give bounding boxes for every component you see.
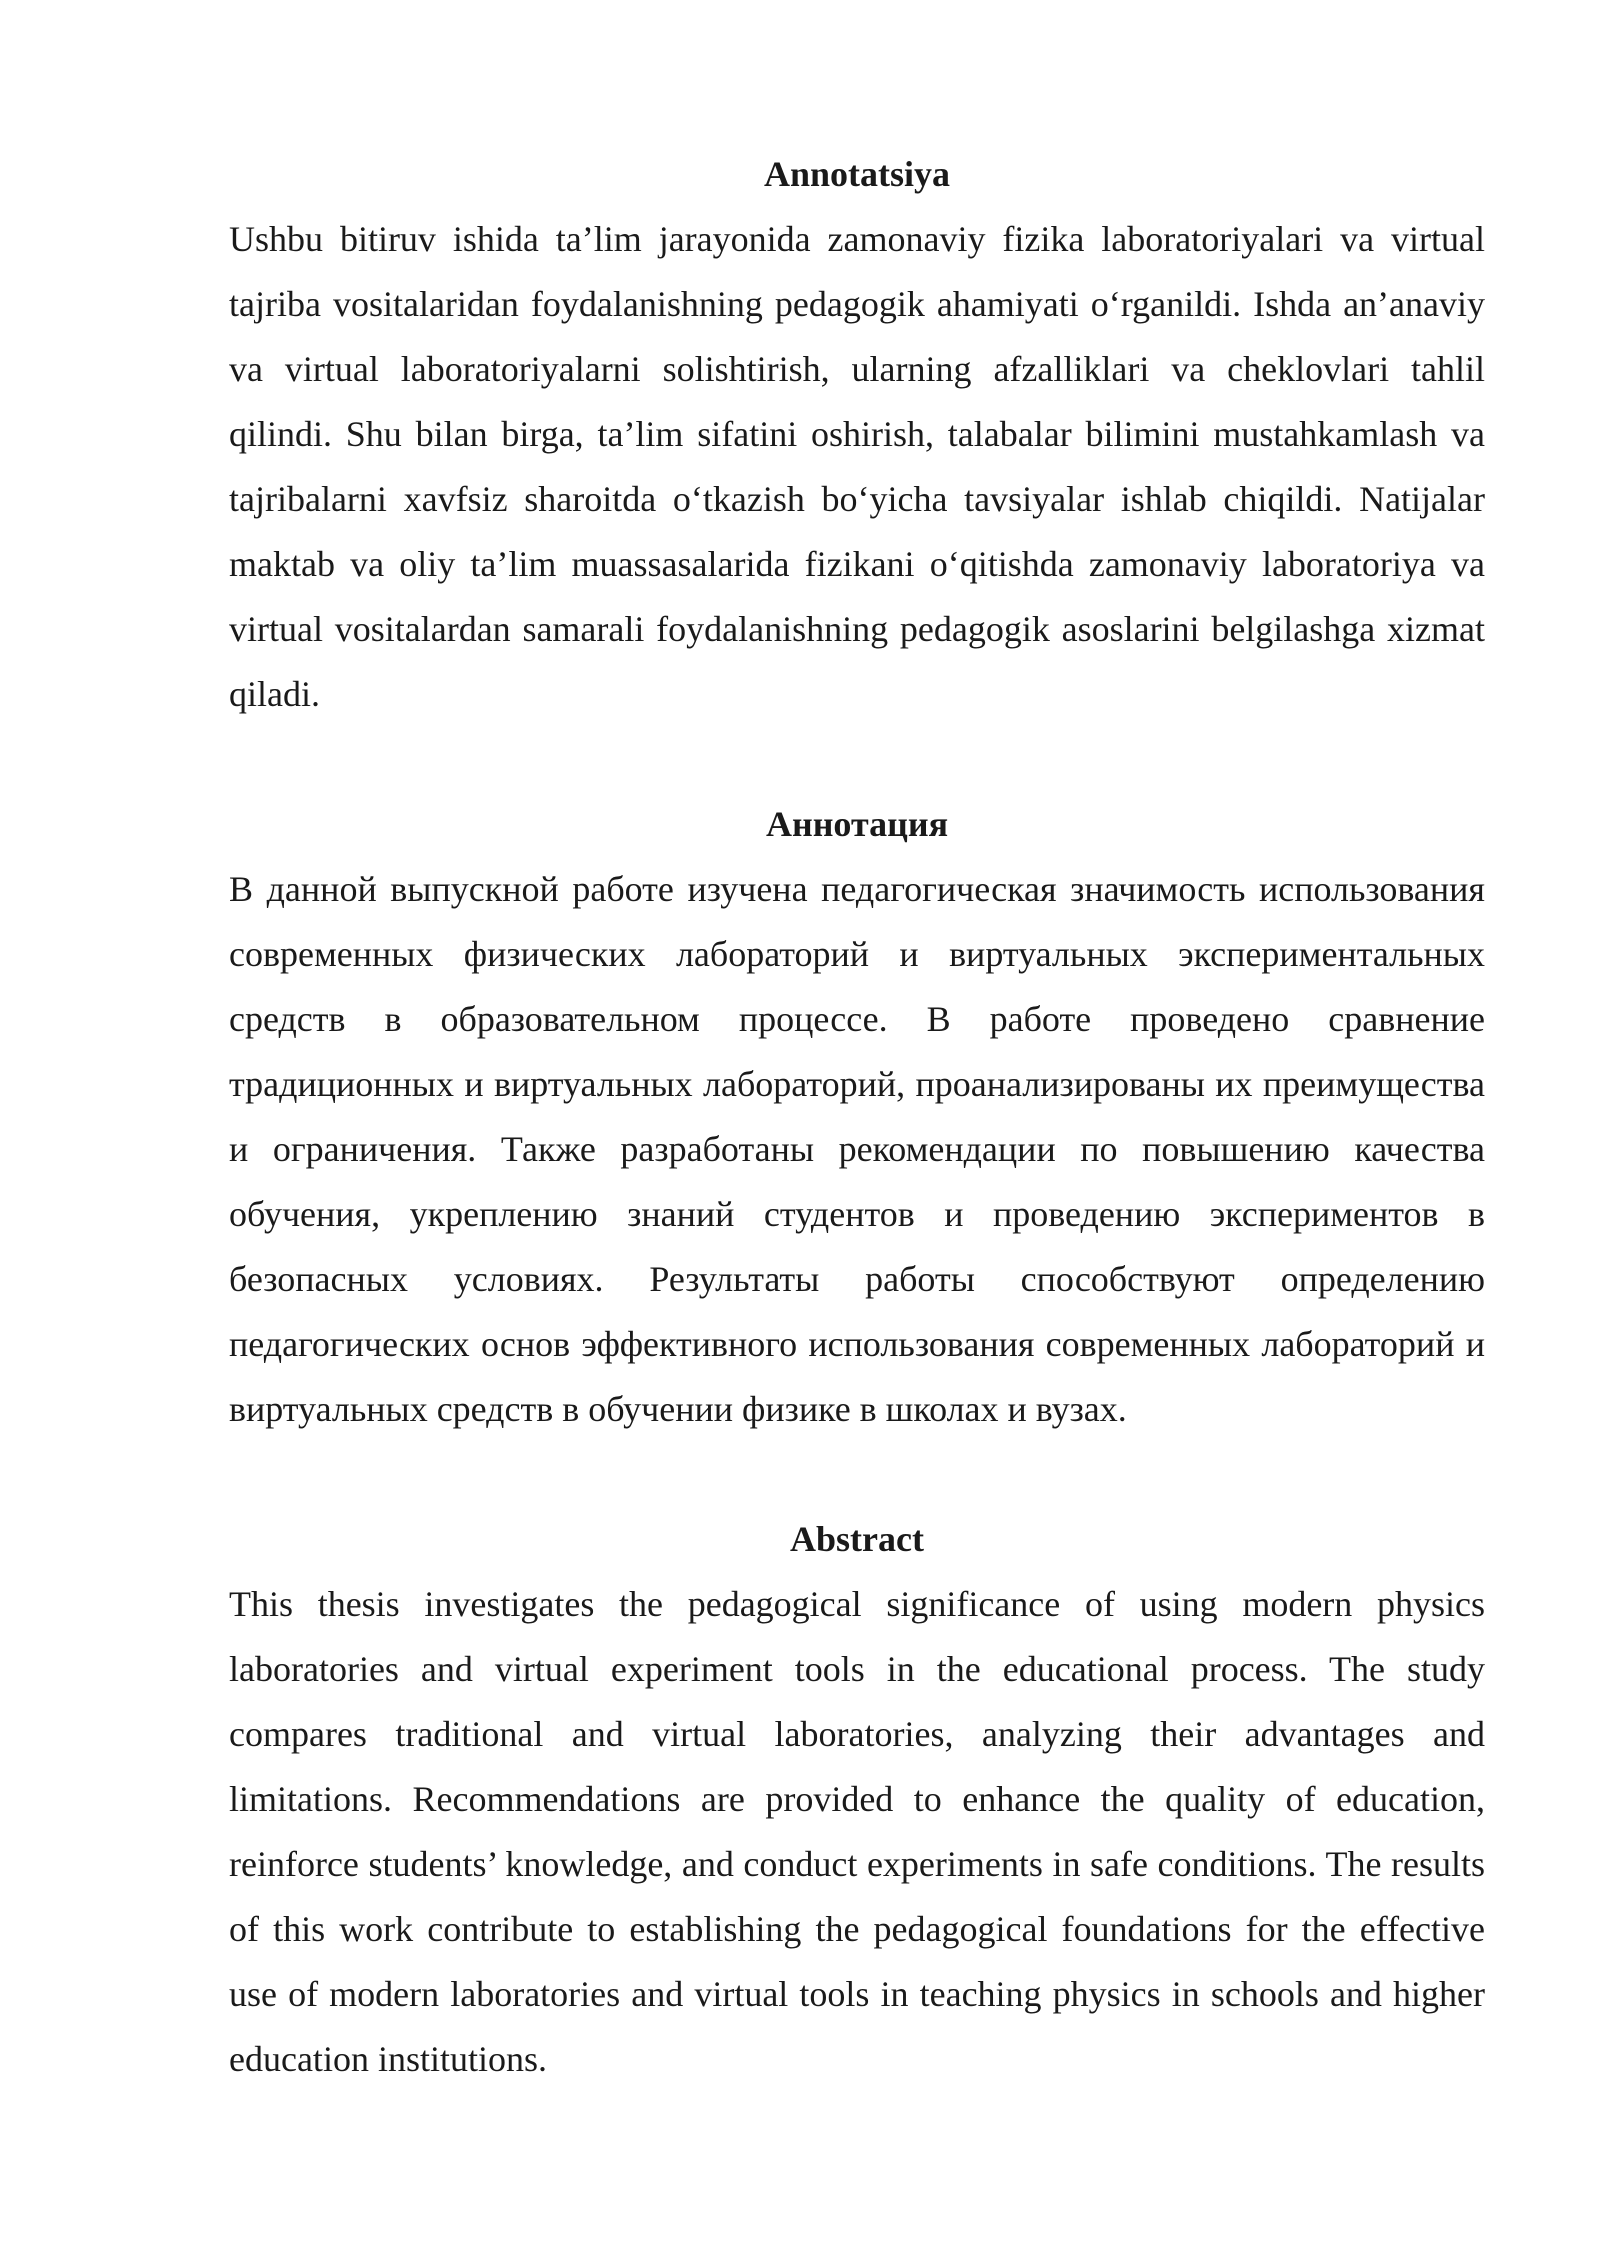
annotation-uzbek-heading: Annotatsiya (763, 154, 951, 194)
abstract-english-heading: Abstract (790, 1519, 924, 1559)
annotation-russian-section (229, 792, 1485, 1442)
annotation-russian-heading: Аннотация (765, 804, 949, 844)
annotation-uzbek-body: Ushbu bitiruv ishida ta’lim jarayonida zamonaviy fizika laboratoriyalari va virtual tajriba vositalaridan foydalanishning pedagogik ahamiyati o‘rganildi. Ishda an’anaviy va virtual laboratoriyalarni solishtirish, ularning afzalliklari va cheklovlari tahlil qilindi. Shu bilan birga, ta’lim sifatini oshirish, talabalar bilimini mustahkamlash va tajribalarni xavfsiz sharoitda o‘tkazish bo‘yicha tavsiyalar ishlab chiqildi. Natijalar maktab va oliy ta’lim muassasalarida fizikani o‘qitishda zamonaviy laboratoriya va virtual vositalardan samarali foydalanishning pedagogik asoslarini belgilashga xizmat qiladi. (229, 219, 1485, 714)
abstract-english-body: This thesis investigates the pedagogical significance of using modern physics laboratories and virtual experiment tools in the educational process. The study compares traditional and virtual laboratories, analyzing their advantages and limitations. Recommendations are provided to enhance the quality of education, reinforce students’ knowledge, and conduct experiments in safe conditions. The results of this work contribute to establishing the pedagogical foundations for the effective use of modern laboratories and virtual tools in teaching physics in schools and higher education institutions. (229, 1584, 1485, 2079)
annotation-uzbek-section (229, 142, 1485, 727)
abstract-english-section (229, 1507, 1485, 2092)
annotation-russian-body: В данной выпускной работе изучена педагогическая значимость использования современных физических лабораторий и виртуальных экспериментальных средств в образовательном процессе. В работе проведено сравнение традиционных и виртуальных лабораторий, проанализированы их преимущества и ограничения. Также разработаны рекомендации по повышению качества обучения, укреплению знаний студентов и проведению экспериментов в безопасных условиях. Результаты работы способствуют определению педагогических основ эффективного использования современных лабораторий и виртуальных средств в обучении физике в школах и вузах. (229, 869, 1485, 1429)
